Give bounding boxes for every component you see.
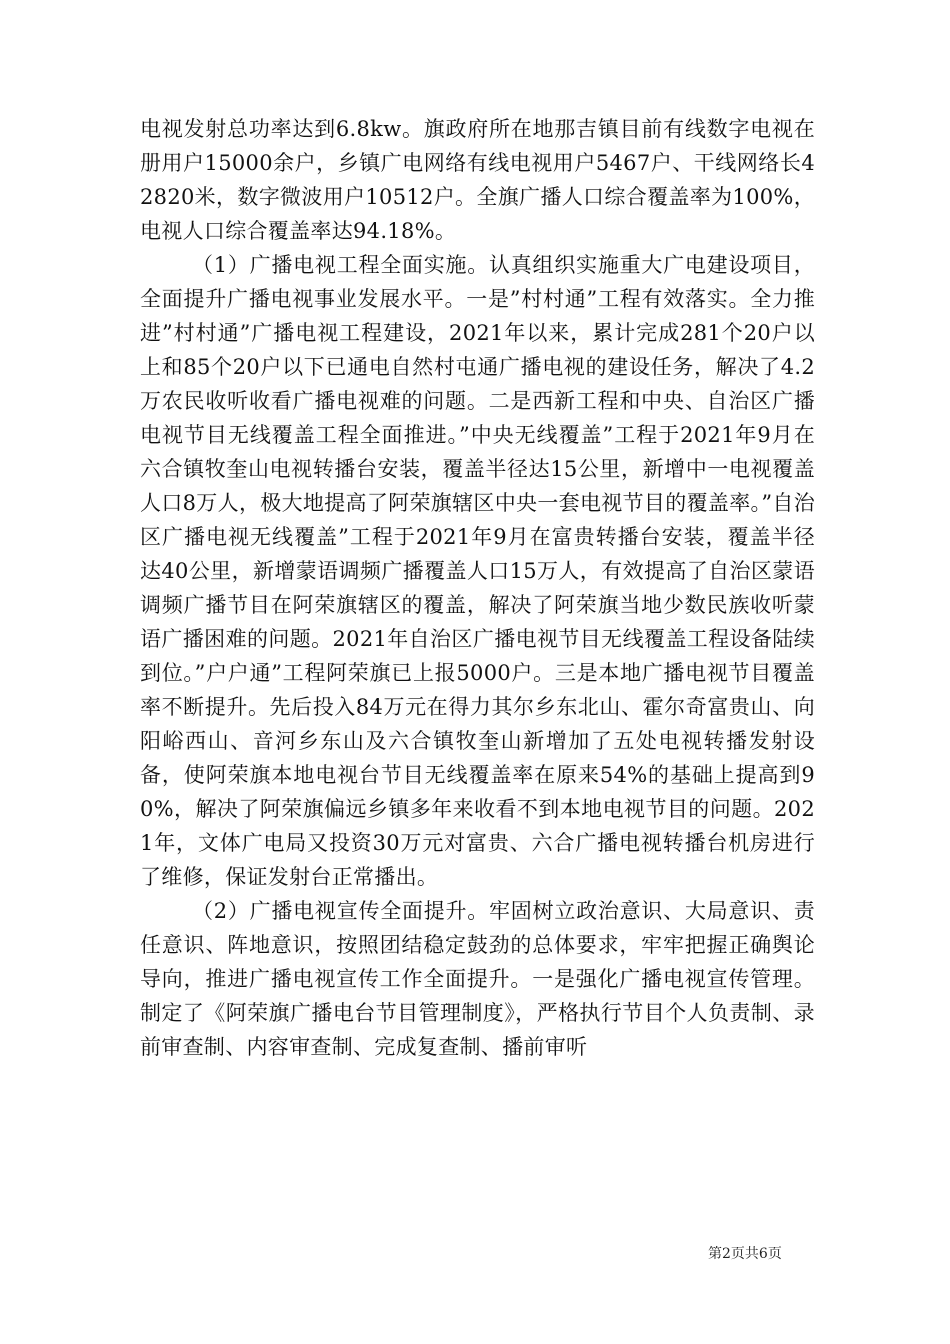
document-body [140,112,815,1064]
page-number-footer: 第2页共6页 [708,1246,782,1262]
paragraph-intro: 电视发射总功率达到6.8kw。旗政府所在地那吉镇目前有线数字电视在册用户15000余户，乡镇广电网络有线电视用户5467户、干线网络长42820米，数字微波用户10512户。全旗广播人口综合覆盖率为100%，电视人口综合覆盖率达94.18%。 [140,117,815,243]
paragraph-section-1: （1）广播电视工程全面实施。认真组织实施重大广电建设项目，全面提升广播电视事业发展水平。一是”村村通”工程有效落实。全力推进”村村通”广播电视工程建设，2021年以来，累计完成281个20户以上和85个20户以下已通电自然村屯通广播电视的建设任务，解决了4.2万农民收听收看广播电视难的问题。二是西新工程和中央、自治区广播电视节目无线覆盖工程全面推进。”中央无线覆盖”工程于2021年9月在六合镇牧奎山电视转播台安装，覆盖半径达15公里，新增中一电视覆盖人口8万人，极大地提高了阿荣旗辖区中央一套电视节目的覆盖率。”自治区广播电视无线覆盖”工程于2021年9月在富贵转播台安装，覆盖半径达40公里，新增蒙语调频广播覆盖人口15万人，有效提高了自治区蒙语调频广播节目在阿荣旗辖区的覆盖，解决了阿荣旗当地少数民族收听蒙语广播困难的问题。2021年自治区广播电视节目无线覆盖工程设备陆续到位。”户户通”工程阿荣旗已上报5000户。三是本地广播电视节目覆盖率不断提升。先后投入84万元在得力其尔乡东北山、霍尔奇富贵山、向阳峪西山、音河乡东山及六合镇牧奎山新增加了五处电视转播发射设备，使阿荣旗本地电视台节目无线覆盖率在原来54%的基础上提高到90%，解决了阿荣旗偏远乡镇多年来收看不到本地电视节目的问题。2021年，文体广电局又投资30万元对富贵、六合广播电视转播台机房进行了维修，保证发射台正常播出。 [140,253,815,889]
paragraph-section-2: （2）广播电视宣传全面提升。牢固树立政治意识、大局意识、责任意识、阵地意识，按照团结稳定鼓劲的总体要求，牢牢把握正确舆论导向，推进广播电视宣传工作全面提升。一是强化广播电视宣传管理。制定了《阿荣旗广播电台节目管理制度》，严格执行节目个人负责制、录前审查制、内容审查制、完成复查制、播前审听 [140,899,815,1059]
